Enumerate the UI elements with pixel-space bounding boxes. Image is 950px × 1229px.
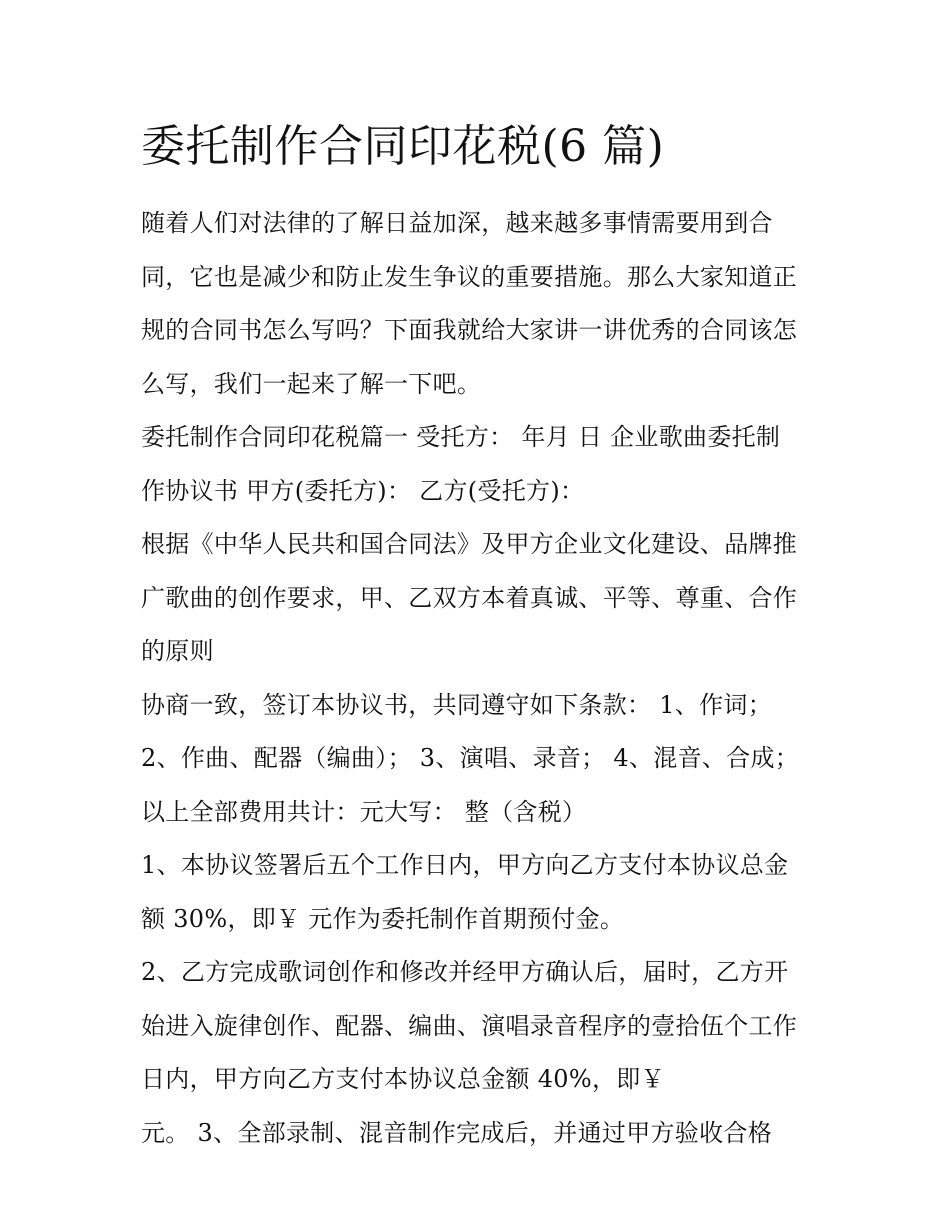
body-line-3: 规的合同书怎么写吗？下面我就给大家讲一讲优秀的合同该怎: [141, 316, 798, 344]
document-body: [141, 200, 831, 1163]
body-line-18: 元。 3、全部录制、混音制作完成后，并通过甲方验收合格: [141, 1118, 772, 1147]
body-line-4: 么写，我们一起来了解一下吧。: [141, 369, 482, 398]
body-line-16: 始进入旋律创作、配器、编曲、演唱录音程序的壹拾伍个工作: [141, 1011, 798, 1040]
body-line-15: 2、乙方完成歌词创作和修改并经甲方确认后，届时，乙方开: [141, 958, 789, 986]
body-line-5: 委托制作合同印花税篇一 受托方： 年月 日 企业歌曲委托制: [141, 423, 781, 451]
body-line-9: 的原则: [141, 637, 214, 665]
body-line-10: 协商一致，签订本协议书，共同遵守如下条款： 1、作词；: [141, 690, 772, 719]
body-line-11: 2、作曲、配器（编曲）； 3、演唱、录音； 4、混音、合成；: [141, 744, 800, 772]
body-line-6: 作协议书 甲方(委托方)： 乙方(受托方)：: [141, 476, 585, 505]
body-line-7: 根据《中华人民共和国合同法》及甲方企业文化建设、品牌推: [141, 530, 798, 558]
body-line-14: 额 30%，即￥ 元作为委托制作首期预付金。: [141, 904, 625, 933]
body-line-8: 广歌曲的创作要求，甲、乙双方本着真诚、平等、尊重、合作: [141, 583, 798, 612]
body-line-2: 同，它也是减少和防止发生争议的重要措施。那么大家知道正: [141, 262, 798, 291]
body-line-13: 1、本协议签署后五个工作日内，甲方向乙方支付本协议总金: [141, 851, 789, 879]
body-line-12: 以上全部费用共计：元大写： 整（含税）: [141, 797, 587, 826]
document-title: 委托制作合同印花税(6 篇): [141, 121, 665, 172]
body-line-1: 随着人们对法律的了解日益加深，越来越多事情需要用到合: [141, 209, 773, 237]
body-line-17: 日内，甲方向乙方支付本协议总金额 40%，即￥: [141, 1065, 665, 1093]
